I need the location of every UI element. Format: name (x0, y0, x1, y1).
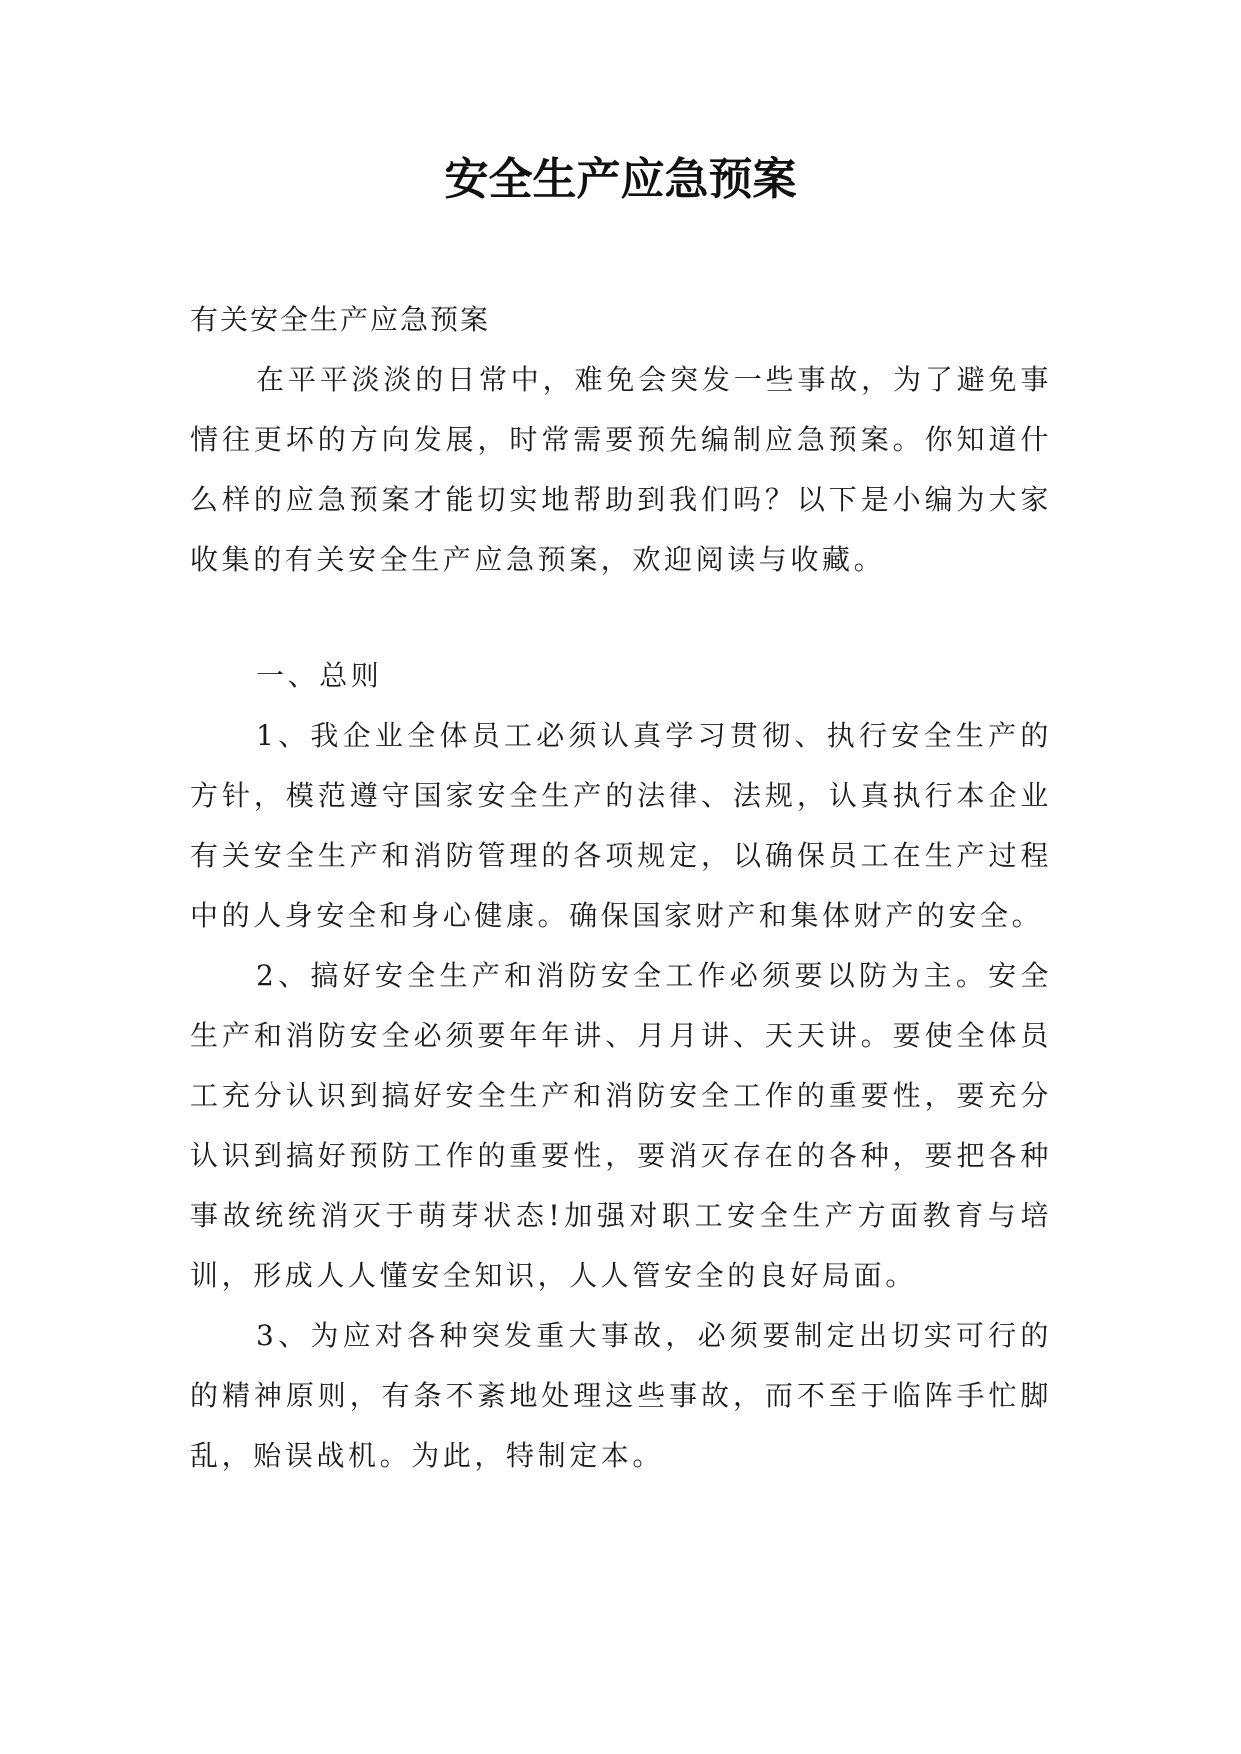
document-title: 安全生产应急预案 (444, 154, 797, 205)
document-body (190, 290, 1052, 1486)
article-paragraph-3: 3、为应对各种突发重大事故，必须要制定出切实可行的的精神原则，有条不紊地处理这些事故，而不至于临阵手忙脚乱，贻误战机。为此，特制定本。 (190, 1319, 1052, 1472)
article-paragraph-1: 1、我企业全体员工必须认真学习贯彻、执行安全生产的方针，模范遵守国家安全生产的法律、法规，认真执行本企业有关安全生产和消防管理的各项规定，以确保员工在生产过程中的人身安全和身心健康。确保国家财产和集体财产的安全。 (190, 719, 1052, 932)
intro-paragraph: 在平平淡淡的日常中，难免会突发一些事故，为了避免事情往更坏的方向发展，时常需要预先编制应急预案。你知道什么样的应急预案才能切实地帮助到我们吗？以下是小编为大家收集的有关安全生产应急预案，欢迎阅读与收藏。 (190, 363, 1052, 576)
document-subtitle: 有关安全生产应急预案 (190, 303, 491, 336)
section-heading: 一、总则 (256, 659, 383, 692)
article-paragraph-2: 2、搞好安全生产和消防安全工作必须要以防为主。安全生产和消防安全必须要年年讲、月月讲、天天讲。要使全体员工充分认识到搞好安全生产和消防安全工作的重要性，要充分认识到搞好预防工作的重要性，要消灭存在的各种，要把各种事故统统消灭于萌芽状态!加强对职工安全生产方面教育与培训，形成人人懂安全知识，人人管安全的良好局面。 (190, 959, 1052, 1292)
paragraph-spacer (190, 590, 1052, 646)
